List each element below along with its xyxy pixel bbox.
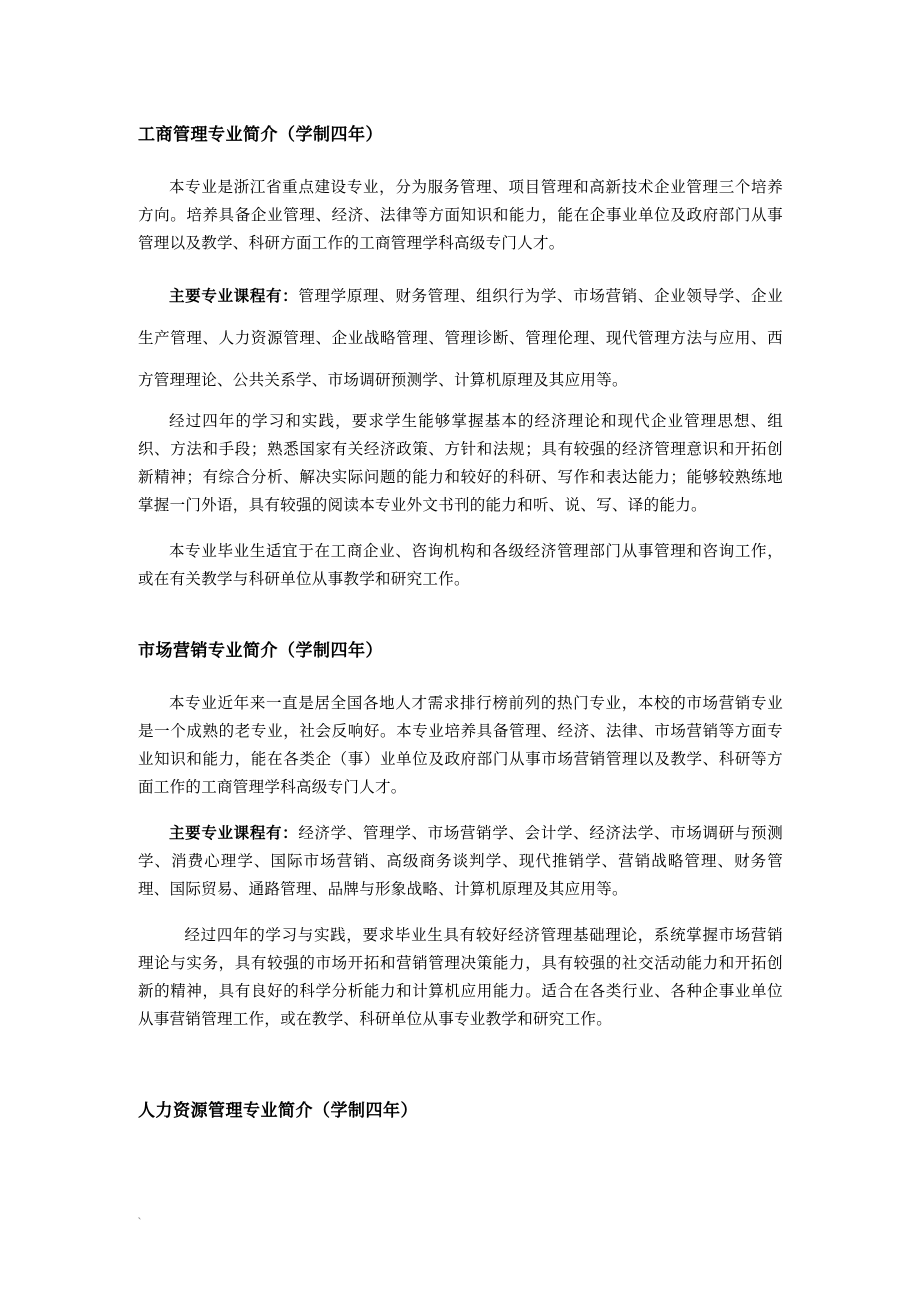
business-admin-training-paragraph: 经过四年的学习和实践，要求学生能够掌握基本的经济理论和现代企业管理思想、组织、方法和手段；熟悉国家有关经济政策、方针和法规；具有较强的经济管理意识和开拓创新精神；有综合分析、解决实际问题的能力和较好的科研、写作和表达能力；能够较熟练地掌握一门外语，具有较强的阅读本专业外文书刊的能力和听、说、写、译的能力。 bbox=[138, 413, 783, 514]
section-heading-human-resources: 人力资源管理专业简介（学制四年） bbox=[138, 1101, 418, 1120]
section-marketing bbox=[138, 640, 783, 1034]
marketing-courses-paragraph bbox=[138, 820, 783, 904]
courses-list-text: 管理学原理、财务管理、组织行为学、市场营销、企业领导学、企业生产管理、人力资源管理、企业战略管理、管理诊断、管理伦理、现代管理方法与应用、西方管理理论、公共关系学、市场调研预测学、计算机原理及其应用等。 bbox=[138, 288, 783, 389]
section-heading-business-administration: 工商管理专业简介（学制四年） bbox=[138, 125, 383, 144]
section-business-administration bbox=[138, 124, 783, 594]
business-admin-career-paragraph: 本专业毕业生适宜于在工商企业、咨询机构和各级经济管理部门从事管理和咨询工作，或在有关教学与科研单位从事教学和研究工作。 bbox=[138, 543, 783, 588]
business-admin-courses-paragraph bbox=[138, 276, 783, 402]
courses-list-text: 经济学、管理学、市场营销学、会计学、经济法学、市场调研与预测学、消费心理学、国际市场营销、高级商务谈判学、现代推销学、营销战略管理、财务管理、国际贸易、通路管理、品牌与形象战略、计算机原理及其应用等。 bbox=[138, 825, 783, 898]
section-human-resources bbox=[138, 1100, 783, 1122]
stray-pen-mark: ` bbox=[136, 1216, 141, 1231]
marketing-training-paragraph: 经过四年的学习与实践，要求毕业生具有较好经济管理基础理论，系统掌握市场营销理论与实务，具有较强的市场开拓和营销管理决策能力，具有较强的社交活动能力和开拓创新的精神，具有良好的科学分析能力和计算机应用能力。适合在各类行业、各种企事业单位从事营销管理工作，或在教学、科研单位从事专业教学和研究工作。 bbox=[138, 927, 783, 1028]
marketing-intro-paragraph: 本专业近年来一直是居全国各地人才需求排行榜前列的热门专业，本校的市场营销专业是一个成熟的老专业，社会反响好。本专业培养具备管理、经济、法律、市场营销等方面专业知识和能力，能在各类企（事）业单位及政府部门从事市场营销管理以及教学、科研等方面工作的工商管理学科高级专门人才。 bbox=[138, 695, 783, 796]
courses-lead-label: 主要专业课程有： bbox=[169, 825, 299, 842]
courses-lead-label: 主要专业课程有： bbox=[169, 288, 299, 305]
section-heading-marketing: 市场营销专业简介（学制四年） bbox=[138, 641, 383, 660]
business-admin-intro-paragraph: 本专业是浙江省重点建设专业，分为服务管理、项目管理和高新技术企业管理三个培养方向。培养具备企业管理、经济、法律等方面知识和能力，能在企事业单位及政府部门从事管理以及教学、科研方面工作的工商管理学科高级专门人才。 bbox=[138, 179, 783, 252]
